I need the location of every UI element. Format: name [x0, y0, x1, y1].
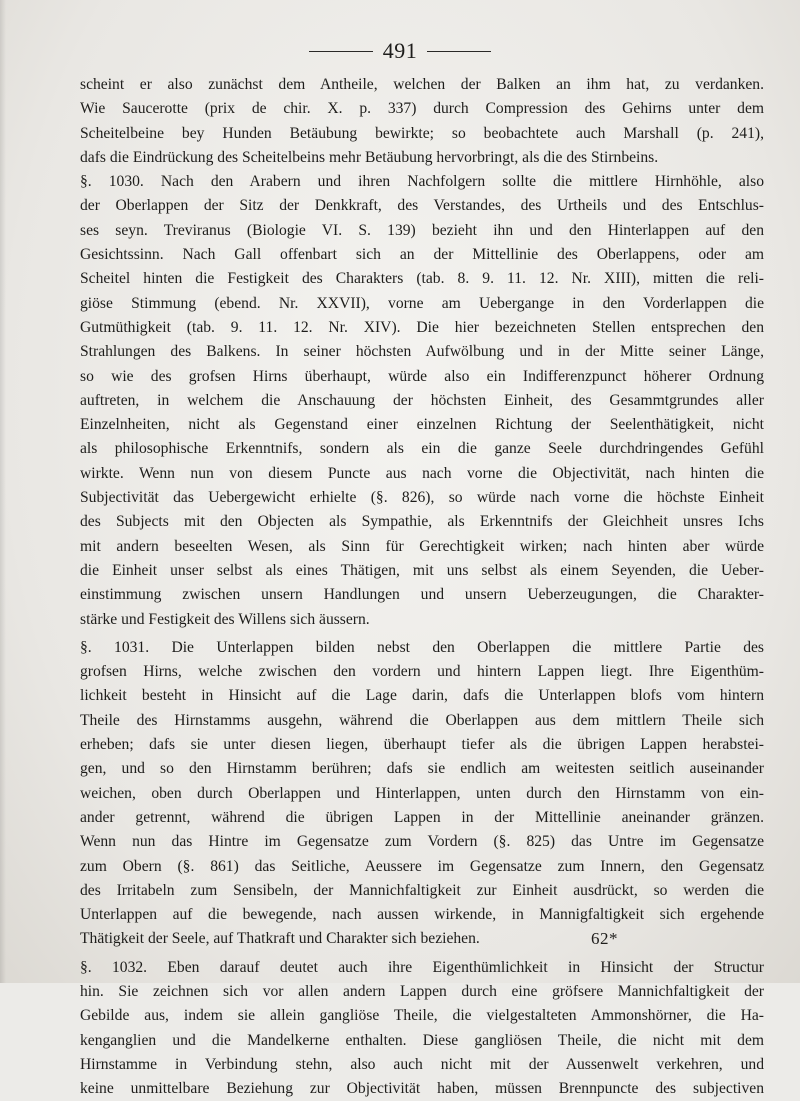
- text-line: keine unmittelbare Beziehung zur Objectivität haben, müssen Brennpuncte des subjectiven: [80, 1080, 764, 1098]
- header-rule-right: [427, 51, 491, 52]
- text-line: scheint er also zunächst dem Antheile, welchen der Balken an ihm hat, zu verdanken.: [80, 76, 764, 93]
- text-line: des Subjects mit den Objecten als Sympathie, als Erkenntnifs der Gleichheit unsres Ichs: [80, 513, 764, 531]
- text-line: erheben; dafs sie unter diesen liegen, überhaupt tiefer als die übrigen Lappen herabstei-: [80, 736, 764, 754]
- text-line: zum Obern (§. 861) das Seitliche, Aeussere im Gegensatze zum Innern, den Gegensatz: [80, 857, 764, 875]
- text-line: als philosophische Erkenntnifs, sondern als ein die ganze Seele durchdringendes Gefühl: [80, 440, 764, 458]
- text-line: ses seyn. Treviranus (Biologie VI. S. 139) bezieht ihn und den Hinterlappen auf den: [80, 221, 764, 239]
- text-line: so wie des grofsen Hirns überhaupt, würde also ein Indifferenzpunct höherer Ordnung: [80, 367, 764, 385]
- text-line: Subjectivität das Uebergewicht erhielte (§. 826), so würde nach vorne die höchste Einheit: [80, 489, 764, 507]
- text-line: Theile des Hirnstamms ausgehn, während die Oberlappen aus dem mittlern Theile sich: [80, 711, 764, 729]
- body-text: [80, 73, 764, 1101]
- text-line: Scheitelbeine bey Hunden Betäubung bewirkte; so beobachtete auch Marshall (p. 241),: [80, 124, 764, 142]
- text-line: wirkte. Wenn nun von diesem Puncte aus nach vorne die Objectivität, nach hinten die: [80, 464, 764, 482]
- text-line: ander getrennt, während die übrigen Lappen in der Mittellinie aneinander gränzen.: [80, 808, 764, 826]
- text-line: einstimmung zwischen unsern Handlungen und unsern Ueberzeugungen, die Charakter-: [80, 586, 764, 604]
- text-line: dafs die Eindrückung des Scheitelbeins mehr Betäubung hervorbringt, als die des Stirnbeins.: [80, 148, 659, 166]
- paragraph-1031-start: §. 1031. Die Unterlappen bilden nebst den Oberlappen die mittlere Partie des: [80, 638, 764, 656]
- text-line: die Einheit unser selbst als eines Thätigen, mit uns selbst als einem Seyenden, die Ueber-: [80, 561, 764, 579]
- text-line: giöse Stimmung (ebend. Nr. XXVII), vorne am Uebergange in den Vorderlappen die: [80, 294, 764, 312]
- text-line: auftreten, in welchem die Anschauung der höchsten Einheit, des Gesammtgrundes aller: [80, 391, 764, 409]
- paragraph-1032-start: §. 1032. Eben darauf deutet auch ihre Eigenthümlichkeit in Hinsicht der Structur: [80, 958, 764, 976]
- text-line: lichkeit besteht in Hinsicht auf die Lage darin, dafs die Unterlappen blofs vom hintern: [80, 687, 764, 705]
- text-line: Scheitel hinten die Festigkeit des Charakters (tab. 8. 9. 11. 12. Nr. XIII), mitten die reli-: [80, 270, 764, 288]
- text-line: Unterlappen auf die bewegende, nach aussen wirkende, in Mannigfaltigkeit sich ergehende: [80, 906, 764, 924]
- text-line: hin. Sie zeichnen sich vor allen andern Lappen durch eine gröfsere Mannichfaltigkeit der: [80, 982, 764, 1000]
- text-line: stärke und Festigkeit des Willens sich äussern.: [80, 610, 370, 628]
- text-line: des Irritabeln zum Sensibeln, der Mannichfaltigkeit zur Einheit ausdrückt, so werden die: [80, 881, 764, 899]
- text-line: mit andern beseelten Wesen, als Sinn für Gerechtigkeit wirken; nach hinten aber würde: [80, 537, 764, 555]
- page-number: 491: [382, 38, 418, 63]
- text-line: weichen, oben durch Oberlappen und Hinterlappen, unten durch den Hirnstamm von ein-: [80, 784, 764, 802]
- text-line: kenganglien und die Mandelkerne enthalten. Diese gangliösen Theile, die nicht mit dem: [80, 1031, 764, 1049]
- text-line: Wenn nun das Hintre im Gegensatze zum Vordern (§. 825) das Untre im Gegensatze: [80, 833, 764, 851]
- text-line: Hirnstamme in Verbindung stehn, also auch nicht mit der Aussenwelt verkehren, und: [80, 1055, 764, 1073]
- page-edge-shadow: [0, 0, 6, 983]
- text-line: grofsen Hirns, welche zwischen den vordern und hintern Lappen liegt. Ihre Eigenthüm-: [80, 663, 764, 681]
- text-line: Gesichtssinn. Nach Gall offenbart sich an der Mittellinie des Oberlappens, oder am: [80, 246, 764, 264]
- printer-signature-mark: 62*: [591, 929, 618, 948]
- text-line: gen, und so den Hirnstamm berühren; dafs sie endlich am weitesten seitlich auseinander: [80, 760, 764, 778]
- text-line: Einzelnheiten, nicht als Gegenstand einer einzelnen Richtung der Seelenthätigkeit, nicht: [80, 416, 764, 434]
- text-line: Wie Saucerotte (prix de chir. X. p. 337) durch Compression des Gehirns unter dem: [80, 100, 764, 118]
- text-line: Gebilde aus, indem sie allein gangliöse Theile, die vielgestalteten Ammonshörner, die Ha-: [80, 1007, 764, 1025]
- text-line: der Oberlappen der Sitz der Denkkraft, des Verstandes, des Urtheils und des Entschlus-: [80, 197, 764, 215]
- page-header: [0, 40, 800, 62]
- header-rule-left: [309, 51, 373, 52]
- text-line: Gutmüthigkeit (tab. 9. 11. 12. Nr. XIV). Die hier bezeichneten Stellen entsprechen den: [80, 318, 764, 336]
- paragraph-1030-start: §. 1030. Nach den Arabern und ihren Nachfolgern sollte die mittlere Hirnhöhle, also: [80, 173, 764, 191]
- text-line: Strahlungen des Balkens. In seiner höchsten Aufwölbung und in der Mitte seiner Länge,: [80, 343, 764, 361]
- text-line: Thätigkeit der Seele, auf Thatkraft und Charakter sich beziehen.: [80, 930, 480, 948]
